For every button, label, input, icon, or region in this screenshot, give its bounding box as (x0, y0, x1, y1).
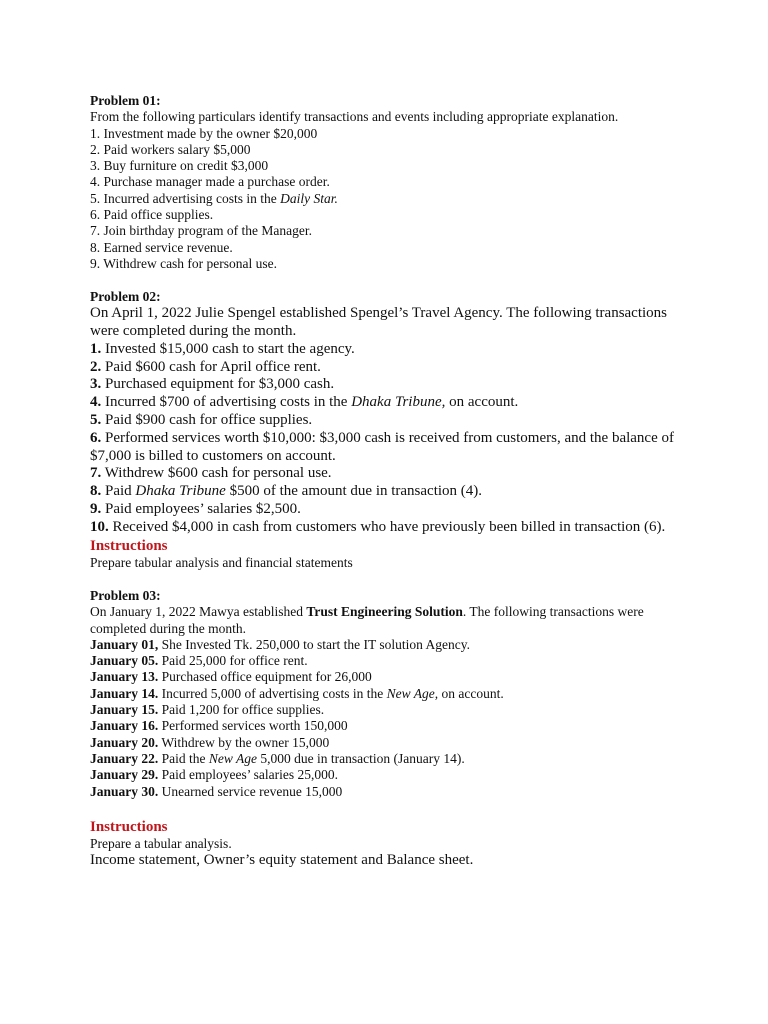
entry-text: Purchased office equipment for 26,000 (158, 669, 372, 685)
problem-03-instructions-label: Instructions (90, 819, 168, 835)
intro-text: On January 1, 2022 Mawya established (90, 604, 307, 620)
entry-date: January 29. (90, 767, 159, 783)
problem-02-item-6 (90, 430, 690, 466)
problem-01-item-5-text: 5. Incurred advertising costs in the (90, 190, 281, 206)
item-text: Performed services worth $10,000: $3,000 cash is received from customers, and the balance of $7,000 is billed to customers on account. (90, 429, 674, 464)
problem-01-item-5-italic: Daily Star. (280, 190, 338, 206)
entry-date: January 22. (90, 750, 159, 766)
item-text: Received $4,000 in cash from customers who have previously been billed in transaction (6). (108, 518, 666, 535)
entry-text: Paid 25,000 for office rent. (158, 653, 308, 669)
entry-text: Performed services worth 150,000 (158, 718, 348, 734)
item-number: 7. (90, 465, 102, 482)
intro-text-end: . The following transactions were completed during the month. (90, 604, 644, 636)
entry-text-end: 5,000 due in transaction (January 14). (257, 750, 465, 766)
entry-date: January 16. (90, 718, 159, 734)
problem-01-intro: From the following particulars identify transactions and events including appropriate explanation. (90, 109, 619, 125)
entry-text: Incurred 5,000 of advertising costs in the (158, 685, 387, 701)
problem-02-section (90, 289, 690, 571)
problem-03-instructions (90, 818, 690, 870)
problem-03-entry-2 (90, 653, 690, 669)
entry-italic: New Age (208, 750, 258, 766)
item-text-end: on account. (445, 394, 519, 411)
problem-03-entry-9 (90, 767, 690, 783)
problem-02-title: Problem 02: (90, 289, 161, 304)
problem-01-item-8: 8. Earned service revenue. (90, 239, 233, 255)
item-number: 9. (90, 501, 102, 518)
problem-03-entry-7 (90, 735, 690, 751)
problem-03-entry-10 (90, 784, 690, 800)
problem-01-item-3: 3. Buy furniture on credit $3,000 (90, 158, 269, 174)
problem-03-title: Problem 03: (90, 588, 161, 603)
entry-text: Withdrew by the owner 15,000 (158, 734, 330, 750)
item-number: 1. (90, 340, 102, 357)
problem-03-section (90, 588, 690, 800)
problem-02-item-4 (90, 394, 690, 412)
problem-02-intro: On April 1, 2022 Julie Spengel established Spengel’s Travel Agency. The following transactions were completed during the month. (90, 305, 668, 340)
entry-text: She Invested Tk. 250,000 to start the IT solution Agency. (158, 636, 470, 652)
problem-02-item-5 (90, 412, 690, 430)
entry-date: January 01, (90, 636, 159, 652)
problem-02-item-10 (90, 519, 690, 537)
problem-03-instructions-line-1: Prepare a tabular analysis. (90, 836, 232, 851)
item-number: 6. (90, 429, 102, 446)
entry-date: January 15. (90, 702, 159, 718)
problem-03-intro (90, 604, 690, 637)
entry-date: January 14. (90, 685, 159, 701)
problem-01-title: Problem 01: (90, 93, 161, 108)
entry-text: Paid the (158, 750, 209, 766)
item-number: 2. (90, 358, 102, 375)
problem-02-item-8 (90, 483, 690, 501)
problem-02-instructions-text: Prepare tabular analysis and financial statements (90, 554, 353, 570)
problem-02-item-1 (90, 341, 690, 359)
entry-date: January 05. (90, 653, 159, 669)
entry-date: January 13. (90, 669, 159, 685)
problem-03-entry-1 (90, 637, 690, 653)
problem-02-item-2 (90, 359, 690, 377)
entry-date: January 20. (90, 734, 159, 750)
problem-02-item-7 (90, 465, 690, 483)
item-text: Paid employees’ salaries $2,500. (101, 501, 301, 518)
problem-02-item-3 (90, 376, 690, 394)
item-italic: Dhaka Tribune, (351, 394, 446, 411)
item-text: Purchased equipment for $3,000 cash. (101, 376, 335, 393)
problem-03-entry-6 (90, 718, 690, 734)
entry-text: Unearned service revenue 15,000 (158, 783, 343, 799)
item-number: 8. (90, 483, 102, 500)
problem-01-item-9: 9. Withdrew cash for personal use. (90, 255, 278, 271)
problem-01-item-2: 2. Paid workers salary $5,000 (90, 141, 251, 157)
problem-02-item-9 (90, 501, 690, 519)
problem-03-entry-5 (90, 702, 690, 718)
entry-date: January 30. (90, 783, 159, 799)
problem-03-instructions-line-2: Income statement, Owner’s equity statement and Balance sheet. (90, 852, 474, 869)
item-text: Incurred $700 of advertising costs in the (101, 394, 352, 411)
problem-03-entry-3 (90, 669, 690, 685)
company-name: Trust Engineering Solution (306, 604, 463, 620)
entry-text-end: on account. (438, 685, 504, 701)
problem-01-item-4: 4. Purchase manager made a purchase order. (90, 174, 330, 190)
item-text: Withdrew $600 cash for personal use. (101, 465, 332, 482)
problem-01-item-7: 7. Join birthday program of the Manager. (90, 223, 312, 239)
item-number: 5. (90, 412, 102, 429)
item-text: Paid $600 cash for April office rent. (101, 358, 321, 375)
item-number: 10. (90, 518, 109, 535)
entry-text: Paid 1,200 for office supplies. (158, 702, 325, 718)
problem-01-section (90, 93, 690, 272)
item-text: Paid $900 cash for office supplies. (101, 412, 313, 429)
item-text: Invested $15,000 cash to start the agency. (101, 340, 355, 357)
problem-01-item-6: 6. Paid office supplies. (90, 207, 214, 223)
problem-01-item-5 (90, 191, 690, 207)
entry-italic: New Age, (386, 685, 439, 701)
problem-03-entry-8 (90, 751, 690, 767)
item-number: 4. (90, 394, 102, 411)
item-text-end: $500 of the amount due in transaction (4). (225, 483, 483, 500)
problem-01-item-1: 1. Investment made by the owner $20,000 (90, 125, 318, 141)
problem-02-instructions-label: Instructions (90, 537, 168, 554)
item-number: 3. (90, 376, 102, 393)
entry-text: Paid employees’ salaries 25,000. (158, 767, 338, 783)
item-text: Paid (101, 483, 136, 500)
item-italic: Dhaka Tribune (135, 483, 226, 500)
problem-03-entry-4 (90, 686, 690, 702)
